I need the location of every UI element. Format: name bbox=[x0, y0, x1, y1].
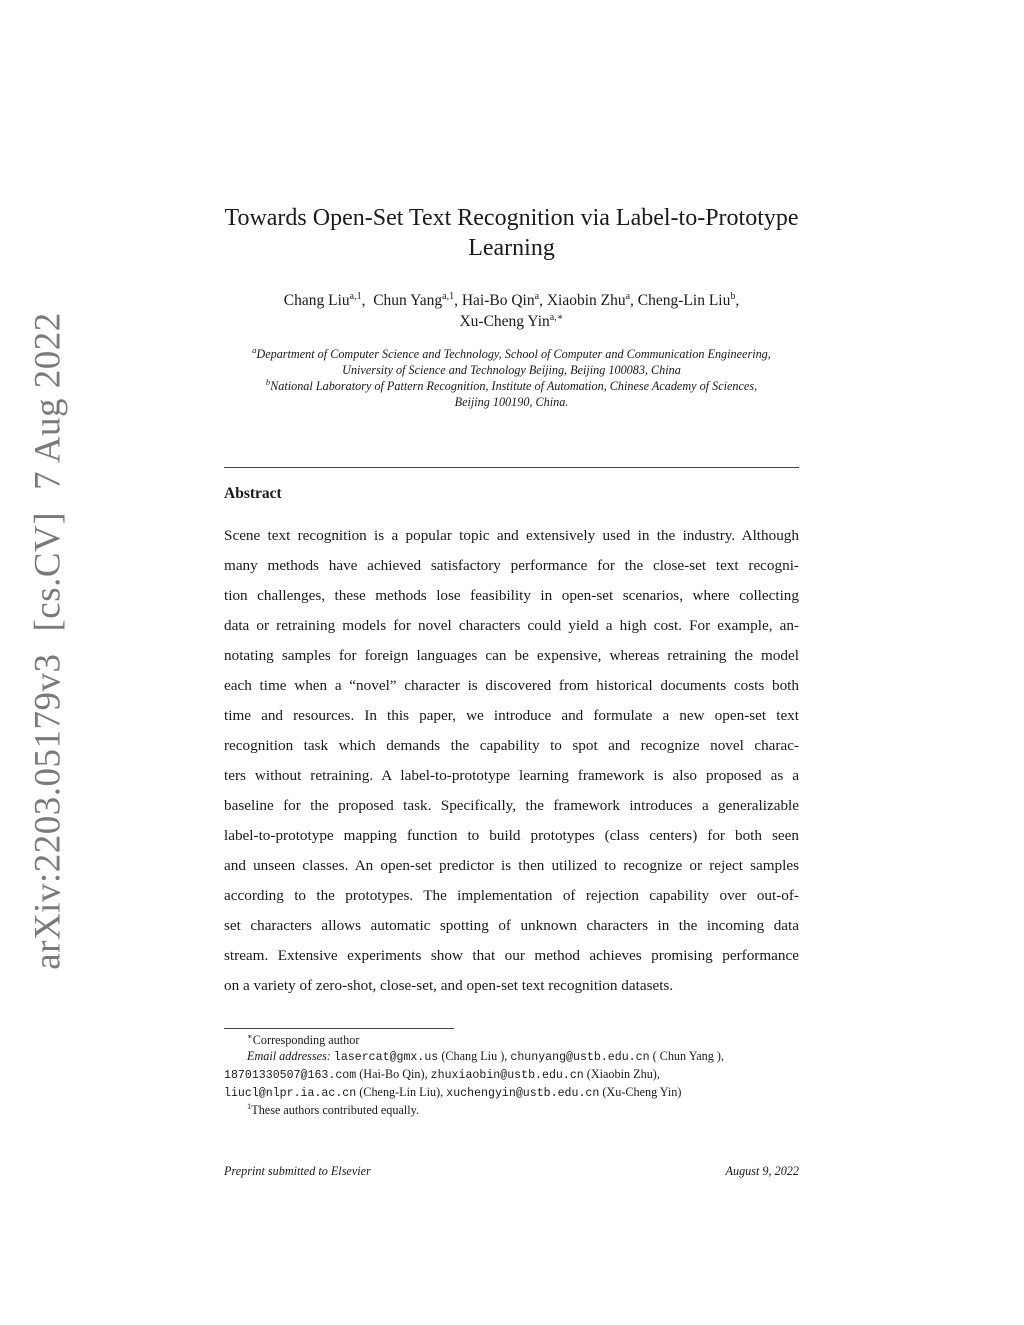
author-name: Hai-Bo Qin bbox=[461, 292, 535, 309]
abstract-line: each time when a “novel” character is discovered from historical documents costs both bbox=[224, 677, 799, 694]
equal-contrib-mark: 1 bbox=[247, 1100, 252, 1111]
affil-b-line-1: National Laboratory of Pattern Recognition, Institute of Automation, Chinese Academy of Sciences, bbox=[270, 379, 758, 393]
abstract-body bbox=[224, 521, 799, 1001]
abstract-line: ters without retraining. A label-to-prototype learning framework is also proposed as a bbox=[224, 767, 799, 784]
corresponding-mark: ∗ bbox=[247, 1030, 253, 1041]
paper-title bbox=[224, 203, 799, 263]
author-sup: a bbox=[534, 290, 540, 302]
footnotes bbox=[224, 1032, 799, 1118]
abstract-line: notating samples for foreign languages can be expensive, whereas retraining the model bbox=[224, 647, 799, 664]
author-sup: a bbox=[625, 290, 631, 302]
email-owner: (Cheng-Lin Liu), bbox=[359, 1085, 444, 1099]
email-link[interactable]: chunyang@ustb.edu.cn bbox=[510, 1051, 650, 1064]
title-line-1: Towards Open-Set Text Recognition via Label-to-Prototype bbox=[224, 205, 799, 231]
abstract-line: recognition task which demands the capability to spot and recognize novel charac- bbox=[224, 737, 799, 754]
abstract-line: tion challenges, these methods lose feasibility in open-set scenarios, where collecting bbox=[224, 587, 799, 604]
abstract-line: time and resources. In this paper, we introduce and formulate a new open-set text bbox=[224, 707, 799, 724]
equal-contrib-note: These authors contributed equally. bbox=[251, 1103, 419, 1117]
email-link[interactable]: 18701330507@163.com bbox=[224, 1069, 357, 1082]
abstract-line: according to the prototypes. The implementation of rejection capability over out-of- bbox=[224, 887, 799, 904]
affil-mark-a: a bbox=[252, 344, 257, 355]
abstract-line: set characters allows automatic spotting of unknown characters in the incoming data bbox=[224, 917, 799, 934]
email-link[interactable]: liucl@nlpr.ia.ac.cn bbox=[224, 1087, 357, 1100]
corresponding-note: Corresponding author bbox=[252, 1033, 360, 1047]
arxiv-id: arXiv:2203.05179v3 bbox=[27, 653, 69, 970]
affil-a-line-2: University of Science and Technology Beijing, Beijing 100083, China bbox=[342, 363, 681, 377]
author-sup: a,1 bbox=[442, 290, 455, 302]
affil-b-line-2: Beijing 100190, China. bbox=[454, 395, 569, 409]
abstract-line: Scene text recognition is a popular topic and extensively used in the industry. Although bbox=[224, 527, 799, 544]
author-sup: a,∗ bbox=[549, 311, 564, 323]
affil-mark-b: b bbox=[265, 376, 271, 387]
email-owner: (Hai-Bo Qin), bbox=[359, 1067, 428, 1081]
abstract-line: many methods have achieved satisfactory performance for the close-set text recogni- bbox=[224, 557, 799, 574]
title-line-2: Learning bbox=[468, 235, 555, 261]
footnote-rule bbox=[224, 1028, 454, 1029]
author-sup: a,1 bbox=[349, 290, 362, 302]
author-name: Cheng-Lin Liu bbox=[637, 292, 731, 309]
abstract-line: on a variety of zero-shot, close-set, and open-set text recognition datasets. bbox=[224, 977, 674, 994]
author-list: Chang Liu$^{a,1}$, Chun Yang$^{a,1}$, Hai-Bo Qin$^a$, Xiaobin Zhu$^a$, Cheng-Lin Liu$^b$, Xu-Cheng Yin$^{a,∗}$ bbox=[283, 290, 740, 330]
abstract-line: baseline for the proposed task. Specifically, the framework introduces a generalizable bbox=[224, 797, 799, 814]
author-sup: b bbox=[730, 290, 736, 302]
author-name: Chun Yang bbox=[373, 292, 443, 309]
preprint-date: August 9, 2022 bbox=[725, 1164, 799, 1178]
email-owner: (Xiaobin Zhu), bbox=[586, 1067, 660, 1081]
affiliations bbox=[224, 346, 799, 410]
author-name: Xiaobin Zhu bbox=[546, 292, 626, 309]
email-link[interactable]: lasercat@gmx.us bbox=[333, 1051, 439, 1064]
preprint-note: Preprint submitted to Elsevier bbox=[224, 1164, 371, 1178]
email-label: Email addresses: bbox=[247, 1049, 331, 1063]
abstract-heading: Abstract bbox=[224, 485, 282, 502]
abstract-line: data or retraining models for novel characters could yield a high cost. For example, an- bbox=[224, 617, 799, 634]
affil-a-line-1: Department of Computer Science and Technology, School of Computer and Communication Engineering, bbox=[256, 347, 771, 361]
arxiv-category: [cs.CV] bbox=[27, 511, 69, 632]
abstract-line: label-to-prototype mapping function to build prototypes (class centers) for both seen bbox=[224, 827, 799, 844]
author-name: Xu-Cheng Yin bbox=[459, 313, 550, 330]
arxiv-date: 7 Aug 2022 bbox=[27, 312, 69, 490]
abstract-line: and unseen classes. An open-set predictor is then utilized to recognize or reject samples bbox=[224, 857, 799, 874]
email-link[interactable]: xuchengyin@ustb.edu.cn bbox=[446, 1087, 600, 1100]
abstract-line: stream. Extensive experiments show that our method achieves promising performance bbox=[224, 947, 799, 964]
email-owner: ( Chun Yang ), bbox=[652, 1049, 725, 1063]
email-link[interactable]: zhuxiaobin@ustb.edu.cn bbox=[430, 1069, 584, 1082]
author-name: Chang Liu bbox=[283, 292, 350, 309]
abstract-top-rule bbox=[224, 467, 799, 468]
email-owner: (Chang Liu ), bbox=[441, 1049, 508, 1063]
arxiv-stamp bbox=[27, 312, 70, 970]
email-owner: (Xu-Cheng Yin) bbox=[602, 1085, 682, 1099]
